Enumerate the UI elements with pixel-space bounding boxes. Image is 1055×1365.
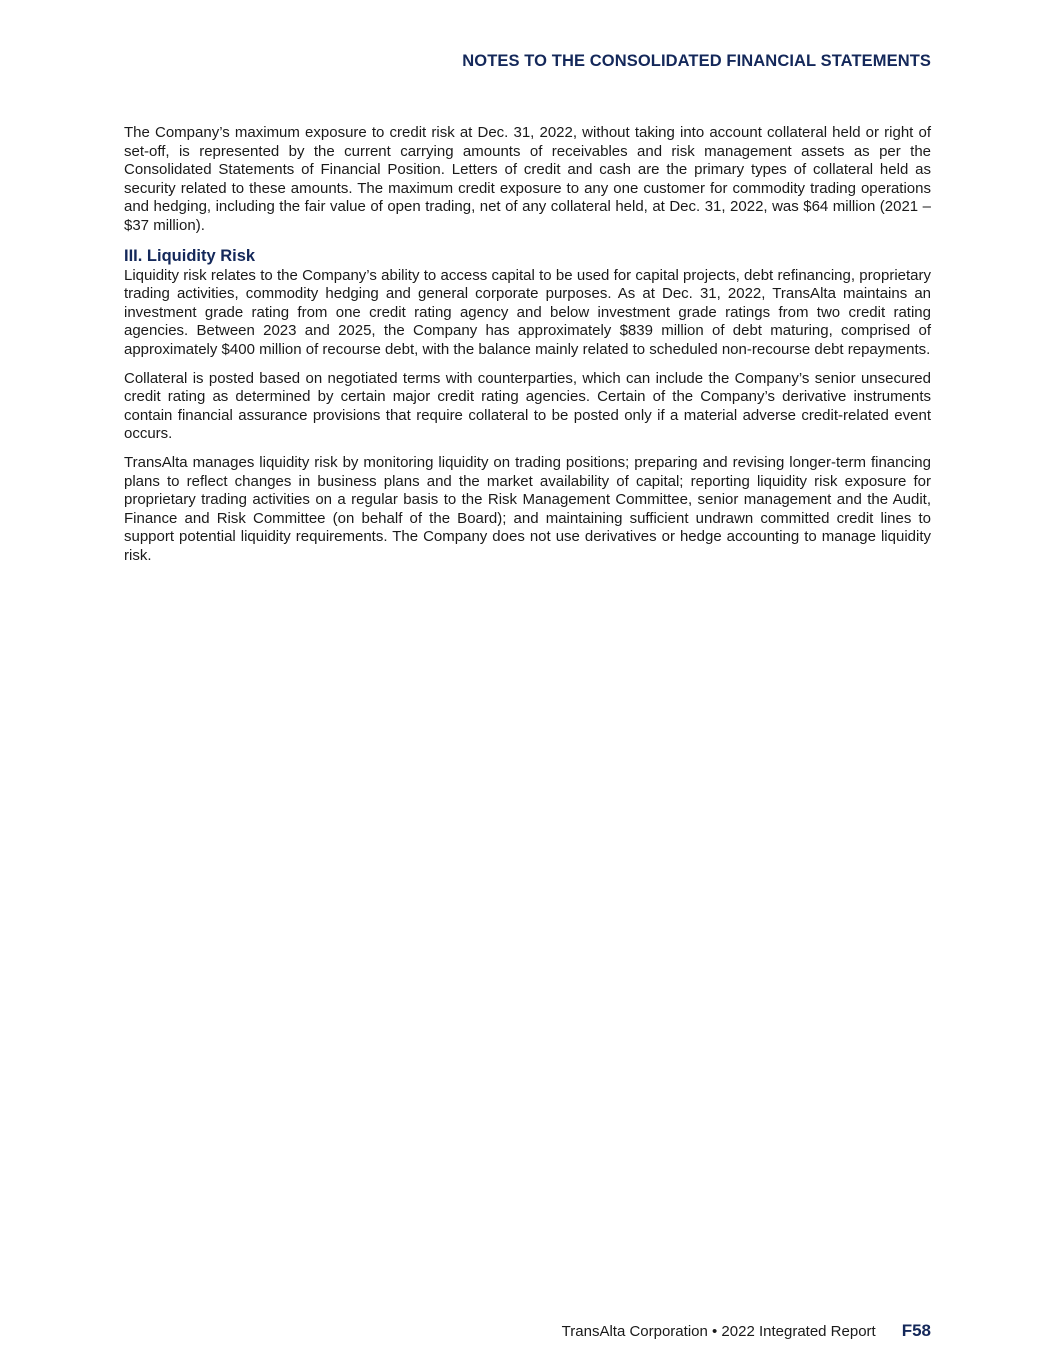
intro-paragraph: The Company’s maximum exposure to credit risk at Dec. 31, 2022, without taking into account collateral held or right of set-off, is represented by the current carrying amounts of receivables and risk management assets as per the Consolidated Statements of Financial Position. Letters of credit and cash are the primary types of collateral held as security related to these amounts. The maximum credit exposure to any one customer for commodity trading operations and hedging, including the fair value of open trading, net of any collateral held, at Dec. 31, 2022, was $64 million (2021 – $37 million). <box>124 124 931 234</box>
paragraph-liquidity-management: TransAlta manages liquidity risk by monitoring liquidity on trading positions; preparing and revising longer-term financing plans to reflect changes in business plans and the market availability of capital; reporting liquidity risk exposure for proprietary trading activities on a regular basis to the Risk Management Committee, senior management and the Audit, Finance and Risk Committee (on behalf of the Board); and maintaining sufficient undrawn committed credit lines to support potential liquidity requirements. The Company does not use derivatives or hedge accounting to manage liquidity risk. <box>124 453 931 564</box>
footer-report-text: TransAlta Corporation • 2022 Integrated Report <box>561 1323 876 1340</box>
page-number: F58 <box>901 1321 931 1340</box>
document-body <box>124 124 931 575</box>
page-footer <box>562 1321 931 1341</box>
paragraph-liquidity-definition: Liquidity risk relates to the Company’s ability to access capital to be used for capital projects, debt refinancing, proprietary trading activities, commodity hedging and general corporate purposes. As at Dec. 31, 2022, TransAlta maintains an investment grade rating from one credit rating agency and below investment grade ratings from two credit rating agencies. Between 2023 and 2025, the Company has approximately $839 million of debt maturing, comprised of approximately $400 million of recourse debt, with the balance mainly related to scheduled non-recourse debt repayments. <box>124 266 931 358</box>
section-heading-liquidity-risk: III. Liquidity Risk <box>124 246 256 265</box>
paragraph-collateral: Collateral is posted based on negotiated terms with counterparties, which can include the Company’s senior unsecured credit rating as determined by certain major credit rating agencies. Certain of the Company’s derivative instruments contain financial assurance provisions that require collateral to be posted only if a material adverse credit-related event occurs. <box>124 369 931 443</box>
page-header-title: NOTES TO THE CONSOLIDATED FINANCIAL STATEMENTS <box>462 52 931 70</box>
